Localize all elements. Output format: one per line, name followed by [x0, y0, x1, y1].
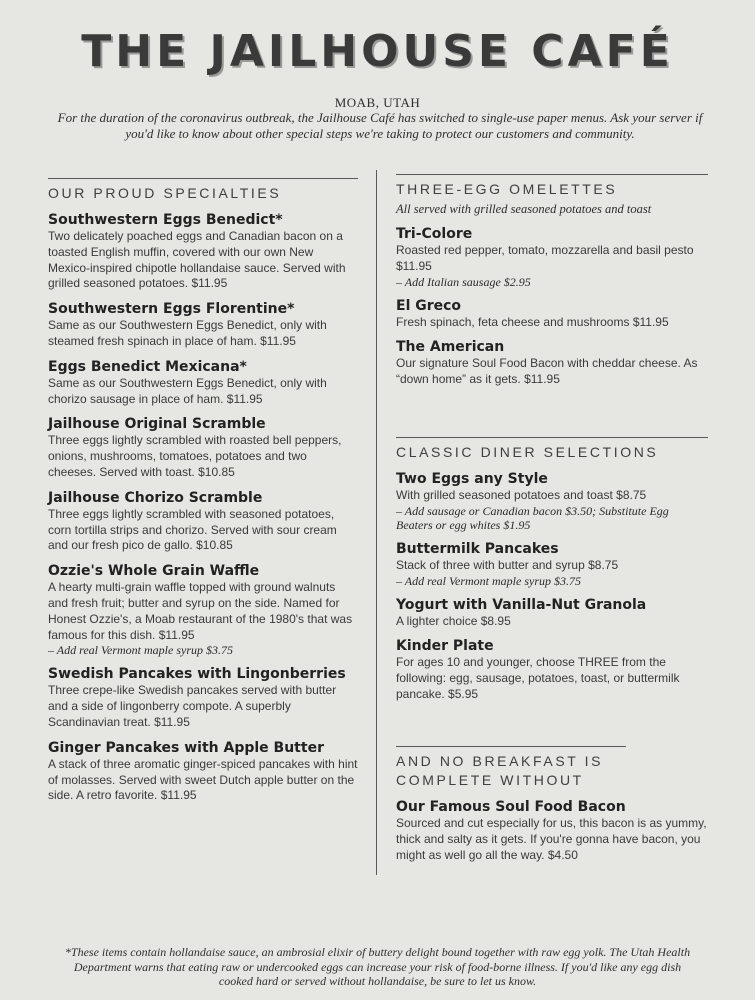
menu-item-price: $10.85: [198, 464, 235, 479]
menu-item-price: $11.95: [160, 788, 197, 803]
menu-item-price: $11.95: [226, 391, 263, 406]
menu-item-description-text: Three crepe-like Swedish pancakes served with butter and a side of lingonberry compote. A superbly Scandinavian treat.: [48, 683, 337, 729]
menu-item: [396, 338, 708, 388]
section-subheading: All served with grilled seasoned potatoes and toast: [396, 202, 652, 216]
section-heading: THREE-EGG OMELETTES: [396, 174, 708, 199]
menu-item-price: $8.95: [480, 613, 511, 628]
restaurant-location: MOAB, UTAH: [334, 95, 421, 110]
menu-item: [396, 225, 708, 289]
menu-item-addon-note: – Add real Vermont maple syrup $3.75: [396, 573, 581, 588]
menu-item-description: [48, 757, 358, 804]
menu-item-price: $4.50: [547, 847, 578, 862]
menu-item-name: Southwestern Eggs Benedict*: [48, 212, 283, 228]
menu-item: [396, 798, 708, 863]
specialties-section: [48, 178, 358, 804]
menu-item: [48, 562, 358, 657]
menu-item-description: [48, 318, 358, 350]
menu-item-price: $11.95: [260, 333, 296, 348]
menu-item: [48, 211, 358, 292]
menu-item-description-text: Same as our Southwestern Eggs Benedict, only with steamed fresh spinach in place of ham.: [48, 318, 327, 348]
menu-item-price: $11.95: [632, 314, 669, 329]
menu-item-price: $5.95: [448, 686, 479, 701]
menu-item-addon-note: – Add real Vermont maple syrup $3.75: [48, 643, 233, 658]
menu-item-name: El Greco: [396, 297, 462, 314]
menu-item-addon-note: – Add sausage or Canadian bacon $3.50; Substitute Egg Beaters or egg whites $1.95: [396, 503, 669, 532]
bacon-section: [396, 746, 708, 863]
menu-item-price: $11.95: [191, 276, 228, 291]
menu-item-description-text: Stack of three with butter and syrup: [396, 557, 585, 572]
menu-item-name: Tri-Colore: [396, 226, 473, 242]
hollandaise-disclaimer: *These items contain hollandaise sauce, an ambrosial elixir of buttery delight bound together with raw egg yolk. The Utah Health Department warns that eating raw or undercooked eggs can increase your risk of food-borne illness. If you'd like any egg dish cooked hard or served without hollandaise, be sure to let us know.: [64, 945, 691, 988]
menu-item: [48, 665, 358, 730]
menu-item: [48, 415, 358, 480]
menu-item-name: Southwestern Eggs Florentine*: [48, 301, 295, 318]
menu-item: [48, 489, 358, 554]
omelettes-section: [396, 174, 708, 388]
menu-item-description-text: For ages 10 and younger, choose THREE from the following: egg, sausage, potatoes, toast, or buttermilk pancake.: [396, 655, 680, 701]
menu-item-name: Kinder Plate: [396, 638, 494, 655]
menu-item-description-text: Three eggs lightly scrambled with seasoned potatoes, corn tortilla strips and chorizo. Served with sour cream and our fresh pico de gallo.: [48, 506, 337, 553]
menu-item-description-text: Fresh spinach, feta cheese and mushrooms: [396, 314, 630, 329]
menu-item-description-text: With grilled seasoned potatoes and toast: [396, 488, 613, 502]
menu-item-price: $11.95: [524, 372, 560, 387]
menu-item-description-text: A hearty multi-grain waffle topped with ground walnuts and fresh fruit; butter and syrup on the side. Named for Honest Ozzie's, a Moab restaurant of the 1980's that was famous for this dish.: [48, 580, 353, 642]
menu-item-description: [396, 488, 708, 504]
menu-list: [396, 798, 708, 863]
menu-item-description: [396, 558, 708, 574]
menu-item-description: [396, 315, 708, 331]
menu-item-description-text: Sourced and cut especially for us, this bacon is as yummy, thick and salty as it gets. If you're gonna have bacon, you might as well go all the way.: [396, 816, 707, 862]
menu-item-description-text: A lighter choice: [396, 613, 478, 628]
menu-item-name: Ozzie's Whole Grain Waffle: [48, 563, 260, 580]
section-heading: AND NO BREAKFAST IS COMPLETE WITHOUT: [396, 746, 626, 790]
menu-item-description-text: Our signature Soul Food Bacon with cheddar cheese. As “down home” as it gets.: [396, 356, 698, 387]
menu-item-description: [48, 580, 358, 643]
section-heading: CLASSIC DINER SELECTIONS: [396, 437, 708, 462]
menu-item: [396, 596, 708, 630]
menu-item-description-text: Two delicately poached eggs and Canadian bacon on a toasted English muffin, covered with our own New Mexico-inspired chipotle hollandaise sauce. Served with grilled seasoned potatoes.: [48, 229, 346, 291]
restaurant-title: THE JAILHOUSE CAFÉ: [81, 26, 674, 77]
menu-item-name: Buttermilk Pancakes: [396, 540, 559, 557]
menu-list: [396, 470, 708, 703]
menu-list: [396, 225, 708, 388]
menu-item-price: $8.75: [616, 488, 647, 502]
menu-item-description: [48, 507, 358, 554]
menu-item-description: [396, 614, 708, 630]
menu-item-description-text: Roasted red pepper, tomato, mozzarella and basil pesto: [396, 243, 694, 257]
menu-item-description-text: Three eggs lightly scrambled with roasted bell peppers, onions, mushrooms, tomatoes, potatoes and two cheeses. Served with toast.: [48, 433, 342, 479]
menu-item-description: [396, 243, 708, 275]
menu-item: [396, 540, 708, 588]
menu-item-name: Ginger Pancakes with Apple Butter: [48, 739, 324, 756]
menu-item-name: Our Famous Soul Food Bacon: [396, 799, 626, 815]
menu-item-addon-note: – Add Italian sausage $2.95: [396, 274, 531, 289]
column-divider: [376, 170, 377, 875]
menu-item-description-text: A stack of three aromatic ginger-spiced pancakes with hint of molasses. Served with sweet Dutch apple butter on the side. A retro favorite.: [48, 756, 358, 803]
menu-list: [48, 211, 358, 804]
menu-item-description: [48, 229, 358, 292]
menu-item-price: $8.75: [588, 557, 619, 572]
menu-item: [396, 297, 708, 331]
menu-item: [48, 300, 358, 350]
intro-notice: For the duration of the coronavirus outbreak, the Jailhouse Café has switched to single-use paper menus. Ask your server if you'd like to know about other special steps we're taking to protect our customers and community.: [57, 110, 703, 141]
menu-item-name: Jailhouse Original Scramble: [48, 416, 266, 433]
menu-item-description: [396, 356, 708, 388]
menu-item: [396, 470, 708, 532]
diner-section: [396, 437, 708, 703]
section-heading: OUR PROUD SPECIALTIES: [48, 178, 358, 203]
menu-item-description: [48, 683, 358, 730]
menu-item-name: Yogurt with Vanilla-Nut Granola: [396, 596, 647, 613]
menu-item-name: Jailhouse Chorizo Scramble: [48, 489, 263, 506]
menu-item-description: [396, 655, 708, 702]
menu-item-price: $11.95: [396, 258, 432, 273]
menu-item-price: $11.95: [158, 627, 195, 642]
menu-item-description: [48, 433, 358, 480]
menu-item-name: The American: [396, 339, 505, 356]
menu-item-name: Two Eggs any Style: [396, 471, 548, 487]
menu-item-price: $10.85: [196, 538, 233, 553]
menu-item-name: Eggs Benedict Mexicana*: [48, 358, 247, 375]
menu-item-description: [396, 816, 708, 863]
menu-item: [48, 358, 358, 408]
menu-item-description: [48, 376, 358, 408]
menu-item-name: Swedish Pancakes with Lingonberries: [48, 666, 346, 683]
menu-item-price: $11.95: [154, 714, 190, 729]
menu-item: [396, 637, 708, 702]
menu-item-description-text: Same as our Southwestern Eggs Benedict, only with chorizo sausage in place of ham.: [48, 375, 327, 406]
menu-item: [48, 739, 358, 804]
